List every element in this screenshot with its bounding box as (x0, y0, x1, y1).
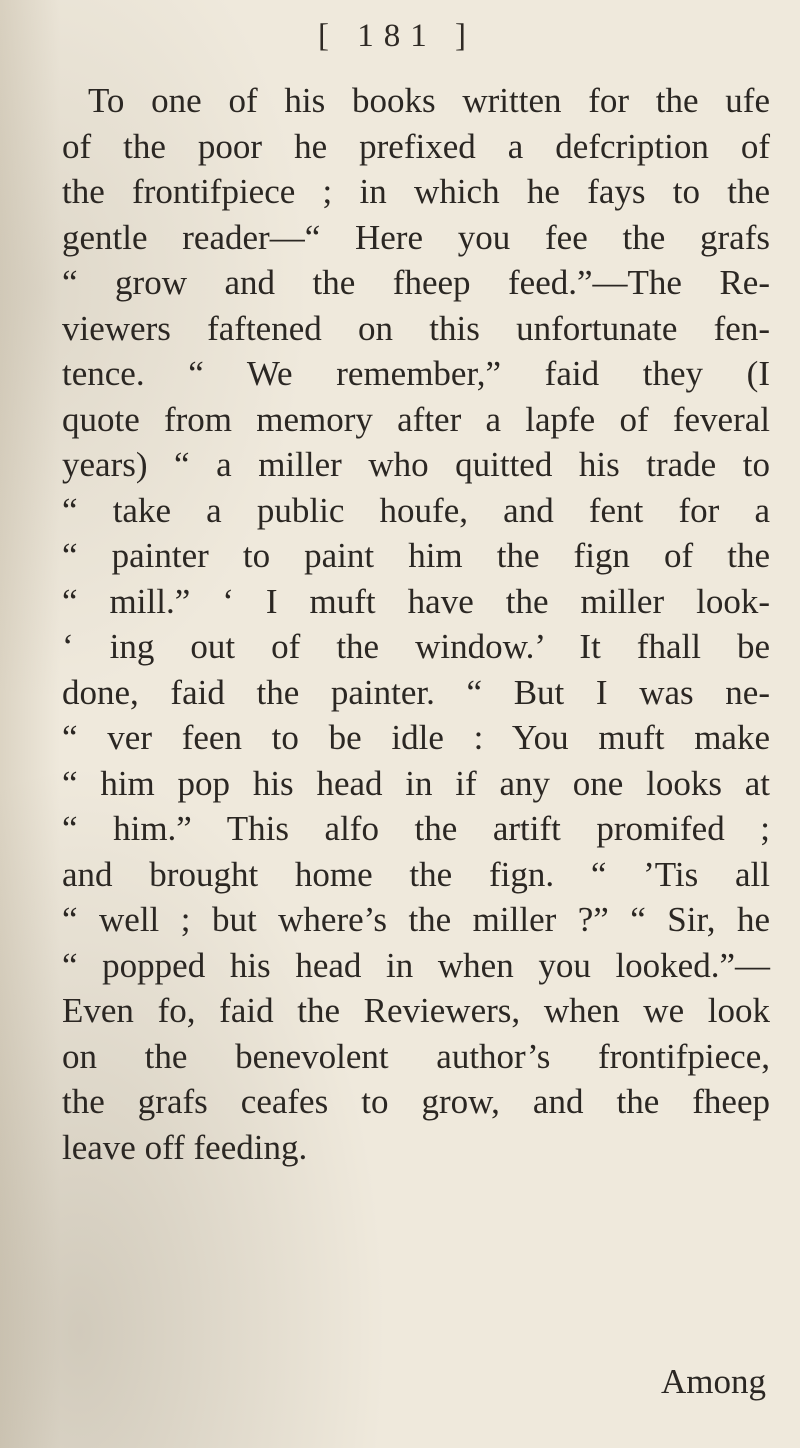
text-line: years) “ a miller who quitted his trade to (62, 445, 770, 484)
text-line: the grafs ceafes to grow, and the fheep (62, 1082, 770, 1121)
catchword: Among (661, 1362, 766, 1401)
text-line: on the benevolent author’s frontifpiece, (62, 1036, 770, 1076)
text-line: the frontifpiece ; in which he fays to the (62, 172, 770, 211)
text-line: tence. “ We remember,” faid they (I (62, 354, 770, 393)
text-line: “ take a public houfe, and fent for a (62, 490, 770, 530)
text-line: “ painter to paint him the fign of the (62, 536, 770, 575)
text-line: leave off feeding. (62, 1127, 308, 1167)
text-line: quote from memory after a lapfe of feveral (62, 399, 770, 439)
text-line: “ ver feen to be idle : You muft make (62, 718, 770, 757)
text-line: “ him pop his head in if any one looks at (62, 763, 770, 803)
text-line: “ grow and the fheep feed.”—The Re- (62, 263, 770, 302)
text-line: ‘ ing out of the window.’ It fhall be (62, 627, 770, 666)
text-line: gentle reader—“ Here you fee the grafs (62, 217, 770, 257)
body-text (62, 78, 770, 1170)
text-line: done, faid the painter. “ But I was ne- (62, 672, 770, 712)
text-line: Even fo, faid the Reviewers, when we look (62, 991, 770, 1030)
text-line: of the poor he prefixed a defcription of (62, 126, 770, 166)
text-line: viewers faftened on this unfortunate fen- (62, 308, 770, 348)
text-line: “ him.” This alfo the artift promifed ; (62, 809, 770, 848)
text-line: and brought home the fign. “ ’Tis all (62, 854, 770, 894)
text-line: “ mill.” ‘ I muft have the miller look- (62, 581, 770, 621)
text-line: “ popped his head in when you looked.”— (62, 945, 770, 985)
text-line: To one of his books written for the ufe (88, 81, 770, 120)
page-number: [ 181 ] (318, 18, 476, 54)
text-line: “ well ; but where’s the miller ?” “ Sir, he (62, 900, 770, 939)
